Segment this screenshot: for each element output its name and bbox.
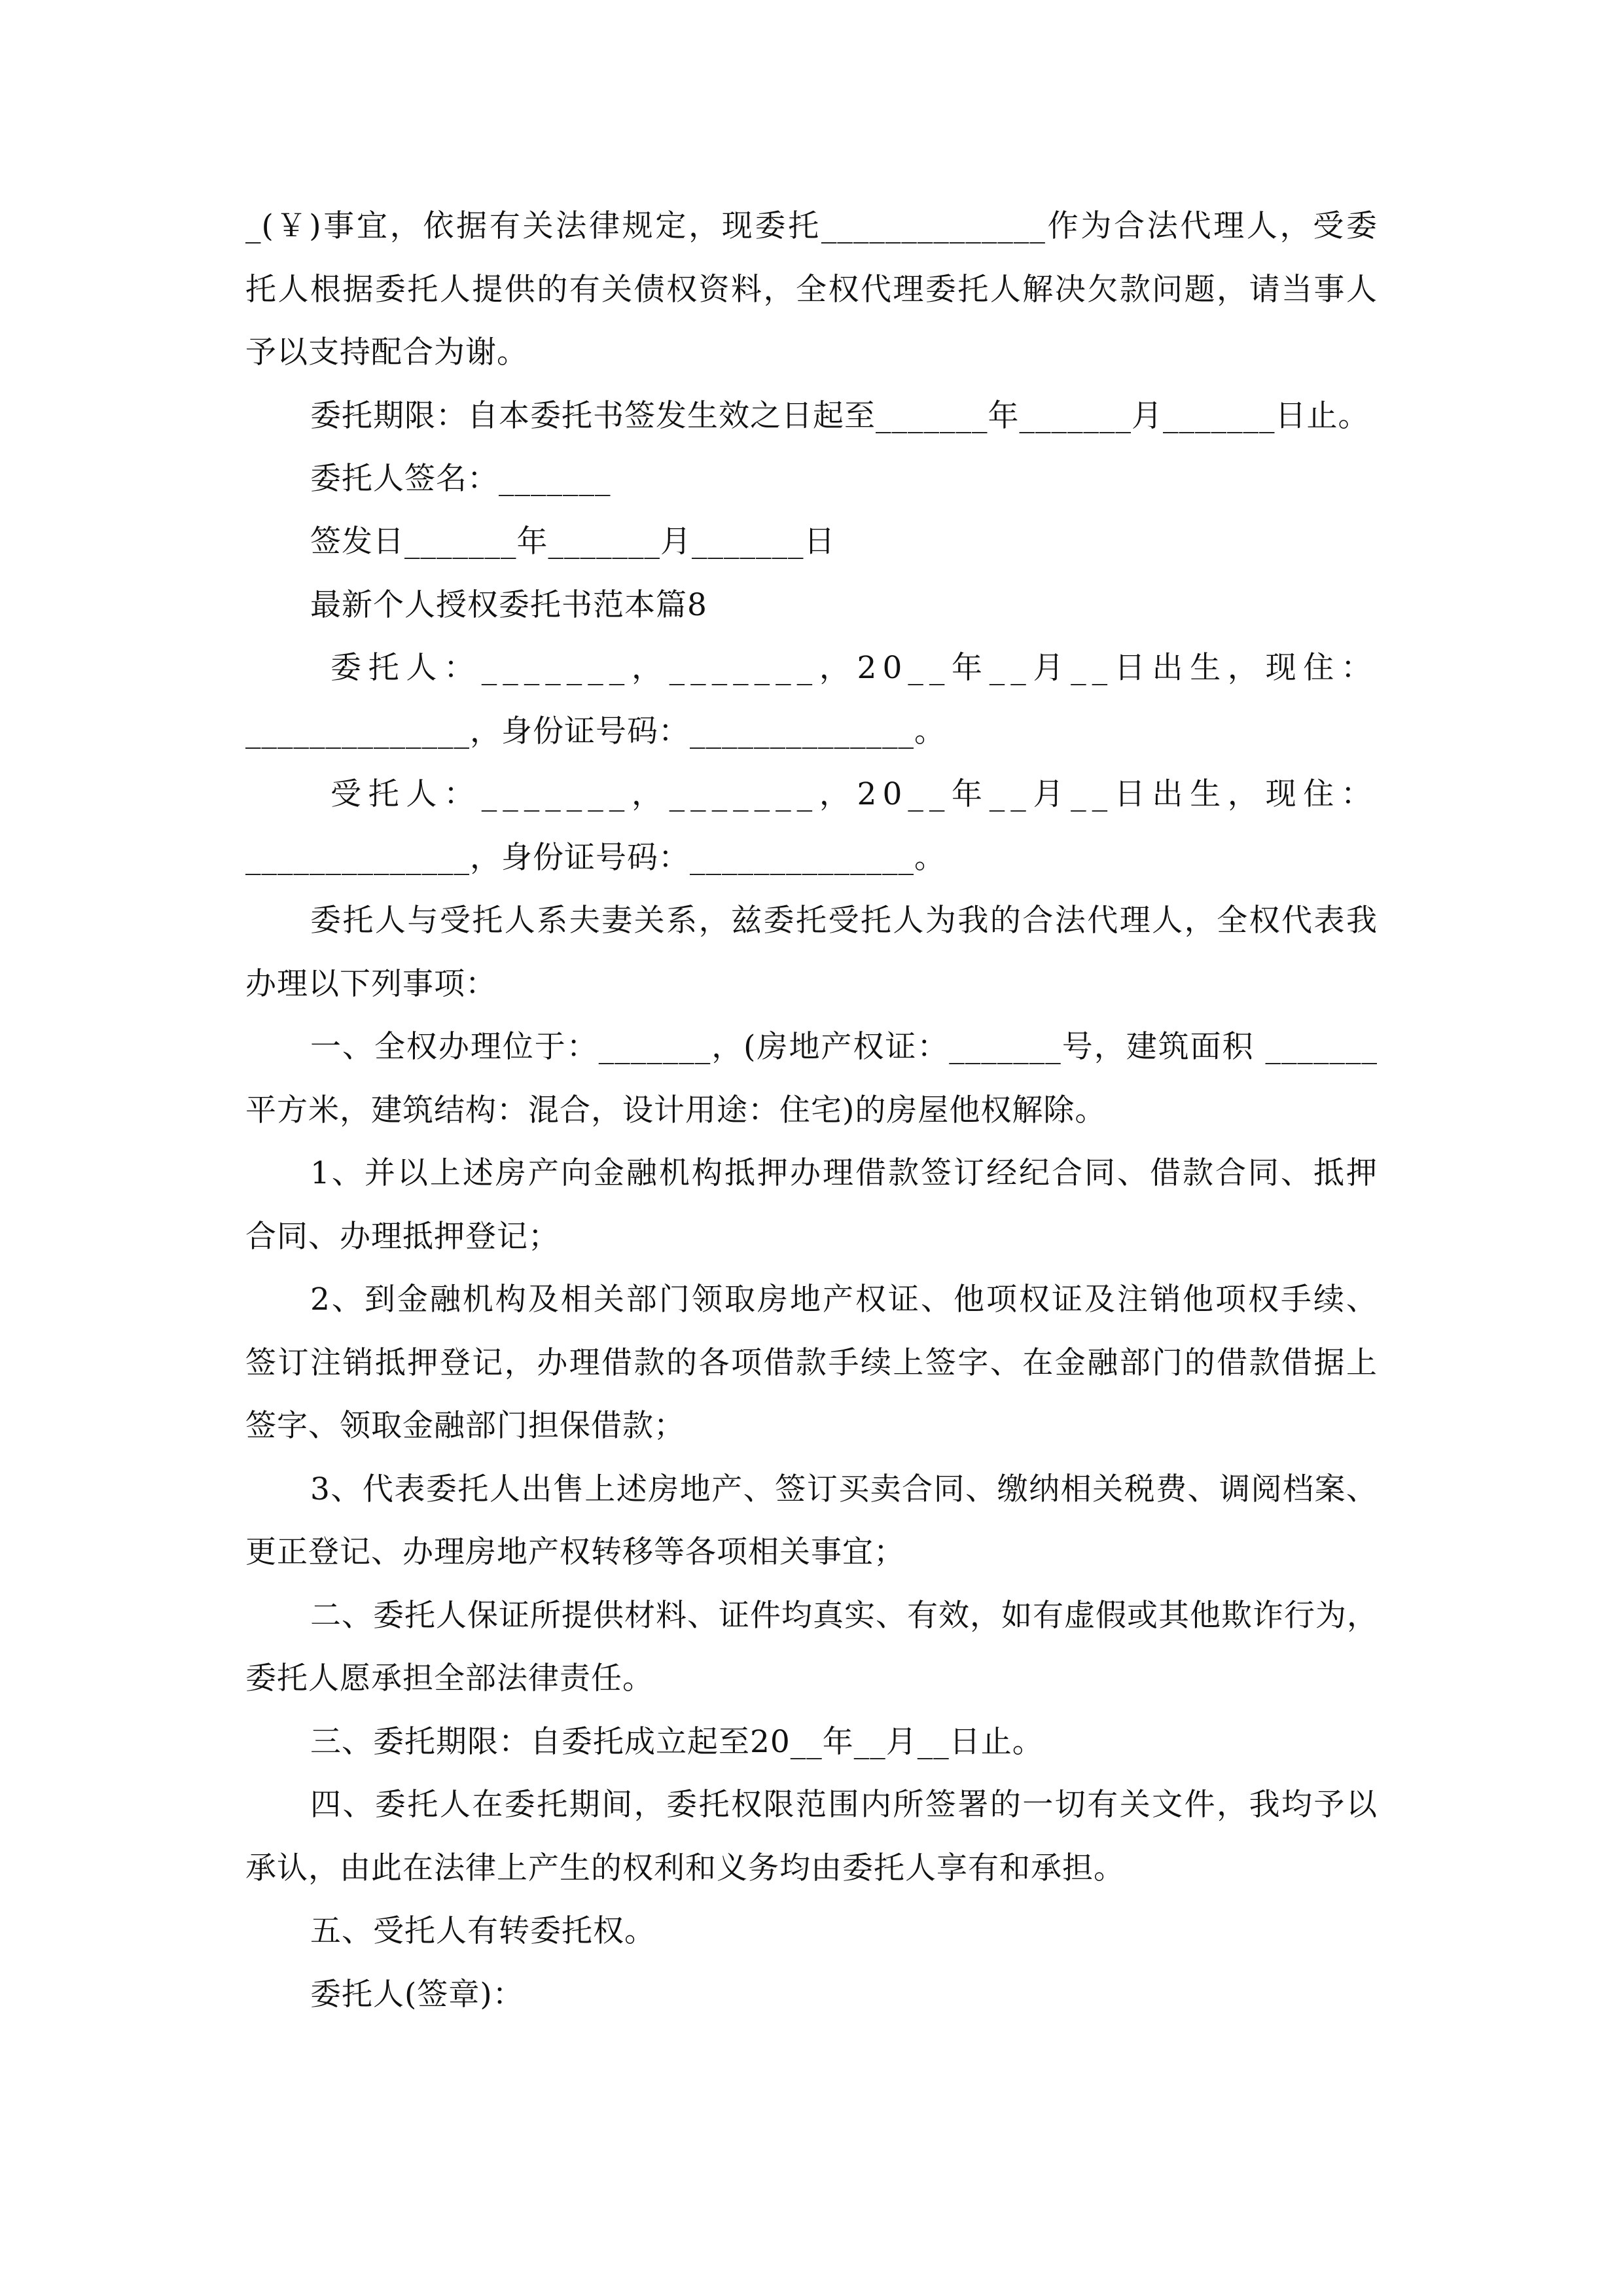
section-heading: 最新个人授权委托书范本篇8 <box>310 587 707 623</box>
item-2-line-2: 签订注销抵押登记，办理借款的各项借款手续上签字、在金融部门的借款借据上 <box>245 1345 1378 1381</box>
item-3-line-1: 3、代表委托人出售上述房地产、签订买卖合同、缴纳相关税费、调阅档案、 <box>310 1471 1378 1507</box>
item-four-line-1: 四、委托人在委托期间，委托权限范围内所签署的一切有关文件，我均予以 <box>310 1787 1378 1823</box>
item-five-line: 五、受托人有转委托权。 <box>310 1913 656 1949</box>
item-1-line-2: 合同、办理抵押登记； <box>245 1219 560 1255</box>
agent-info-line: 受托人：_______，_______，20__年__月__日出生，现住： <box>330 776 1378 812</box>
item-one-line-1: 一、全权办理位于：_______，(房地产权证：_______号，建筑面积 _______ <box>310 1029 1378 1065</box>
entrust-period-line: 委托期限：自本委托书签发生效之日起至_______年_______月_______日止。 <box>310 398 1370 434</box>
item-2-line-1: 2、到金融机构及相关部门领取房地产权证、他项权证及注销他项权手续、 <box>310 1282 1378 1318</box>
principal-signature-line: 委托人签名：_______ <box>310 461 611 497</box>
principal-info-line: 委托人：_______，_______，20__年__月__日出生，现住： <box>330 650 1378 686</box>
issue-date-line: 签发日_______年_______月_______日 <box>310 524 836 560</box>
item-one-line-2: 平方米，建筑结构：混合，设计用途：住宅)的房屋他权解除。 <box>245 1092 1107 1128</box>
item-3-line-2: 更正登记、办理房地产权转移等各项相关事宜； <box>245 1534 905 1570</box>
relationship-line-1: 委托人与受托人系夫妻关系，兹委托受托人为我的合法代理人，全权代表我 <box>310 903 1378 939</box>
item-two-line-2: 委托人愿承担全部法律责任。 <box>245 1660 654 1696</box>
paragraph-line-3: 予以支持配合为谢。 <box>245 334 528 370</box>
item-two-line-1: 二、委托人保证所提供材料、证件均真实、有效，如有虚假或其他欺诈行为， <box>310 1598 1378 1634</box>
paragraph-line-2: 托人根据委托人提供的有关债权资料，全权代理委托人解决欠款问题，请当事人 <box>245 272 1378 308</box>
agent-id-line: ______________，身份证号码：______________。 <box>245 840 946 876</box>
relationship-line-2: 办理以下列事项： <box>245 966 497 1002</box>
principal-seal-line: 委托人(签章)： <box>310 1977 524 2013</box>
paragraph-line-1: _(￥)事宜，依据有关法律规定，现委托______________作为合法代理人，受委 <box>245 208 1378 244</box>
item-2-line-3: 签字、领取金融部门担保借款； <box>245 1408 685 1444</box>
item-four-line-2: 承认，由此在法律上产生的权利和义务均由委托人享有和承担。 <box>245 1850 1125 1886</box>
item-three-line: 三、委托期限：自委托成立起至20__年__月__日止。 <box>310 1724 1044 1760</box>
principal-id-line: ______________，身份证号码：______________。 <box>245 713 946 749</box>
item-1-line-1: 1、并以上述房产向金融机构抵押办理借款签订经纪合同、借款合同、抵押 <box>310 1155 1378 1191</box>
